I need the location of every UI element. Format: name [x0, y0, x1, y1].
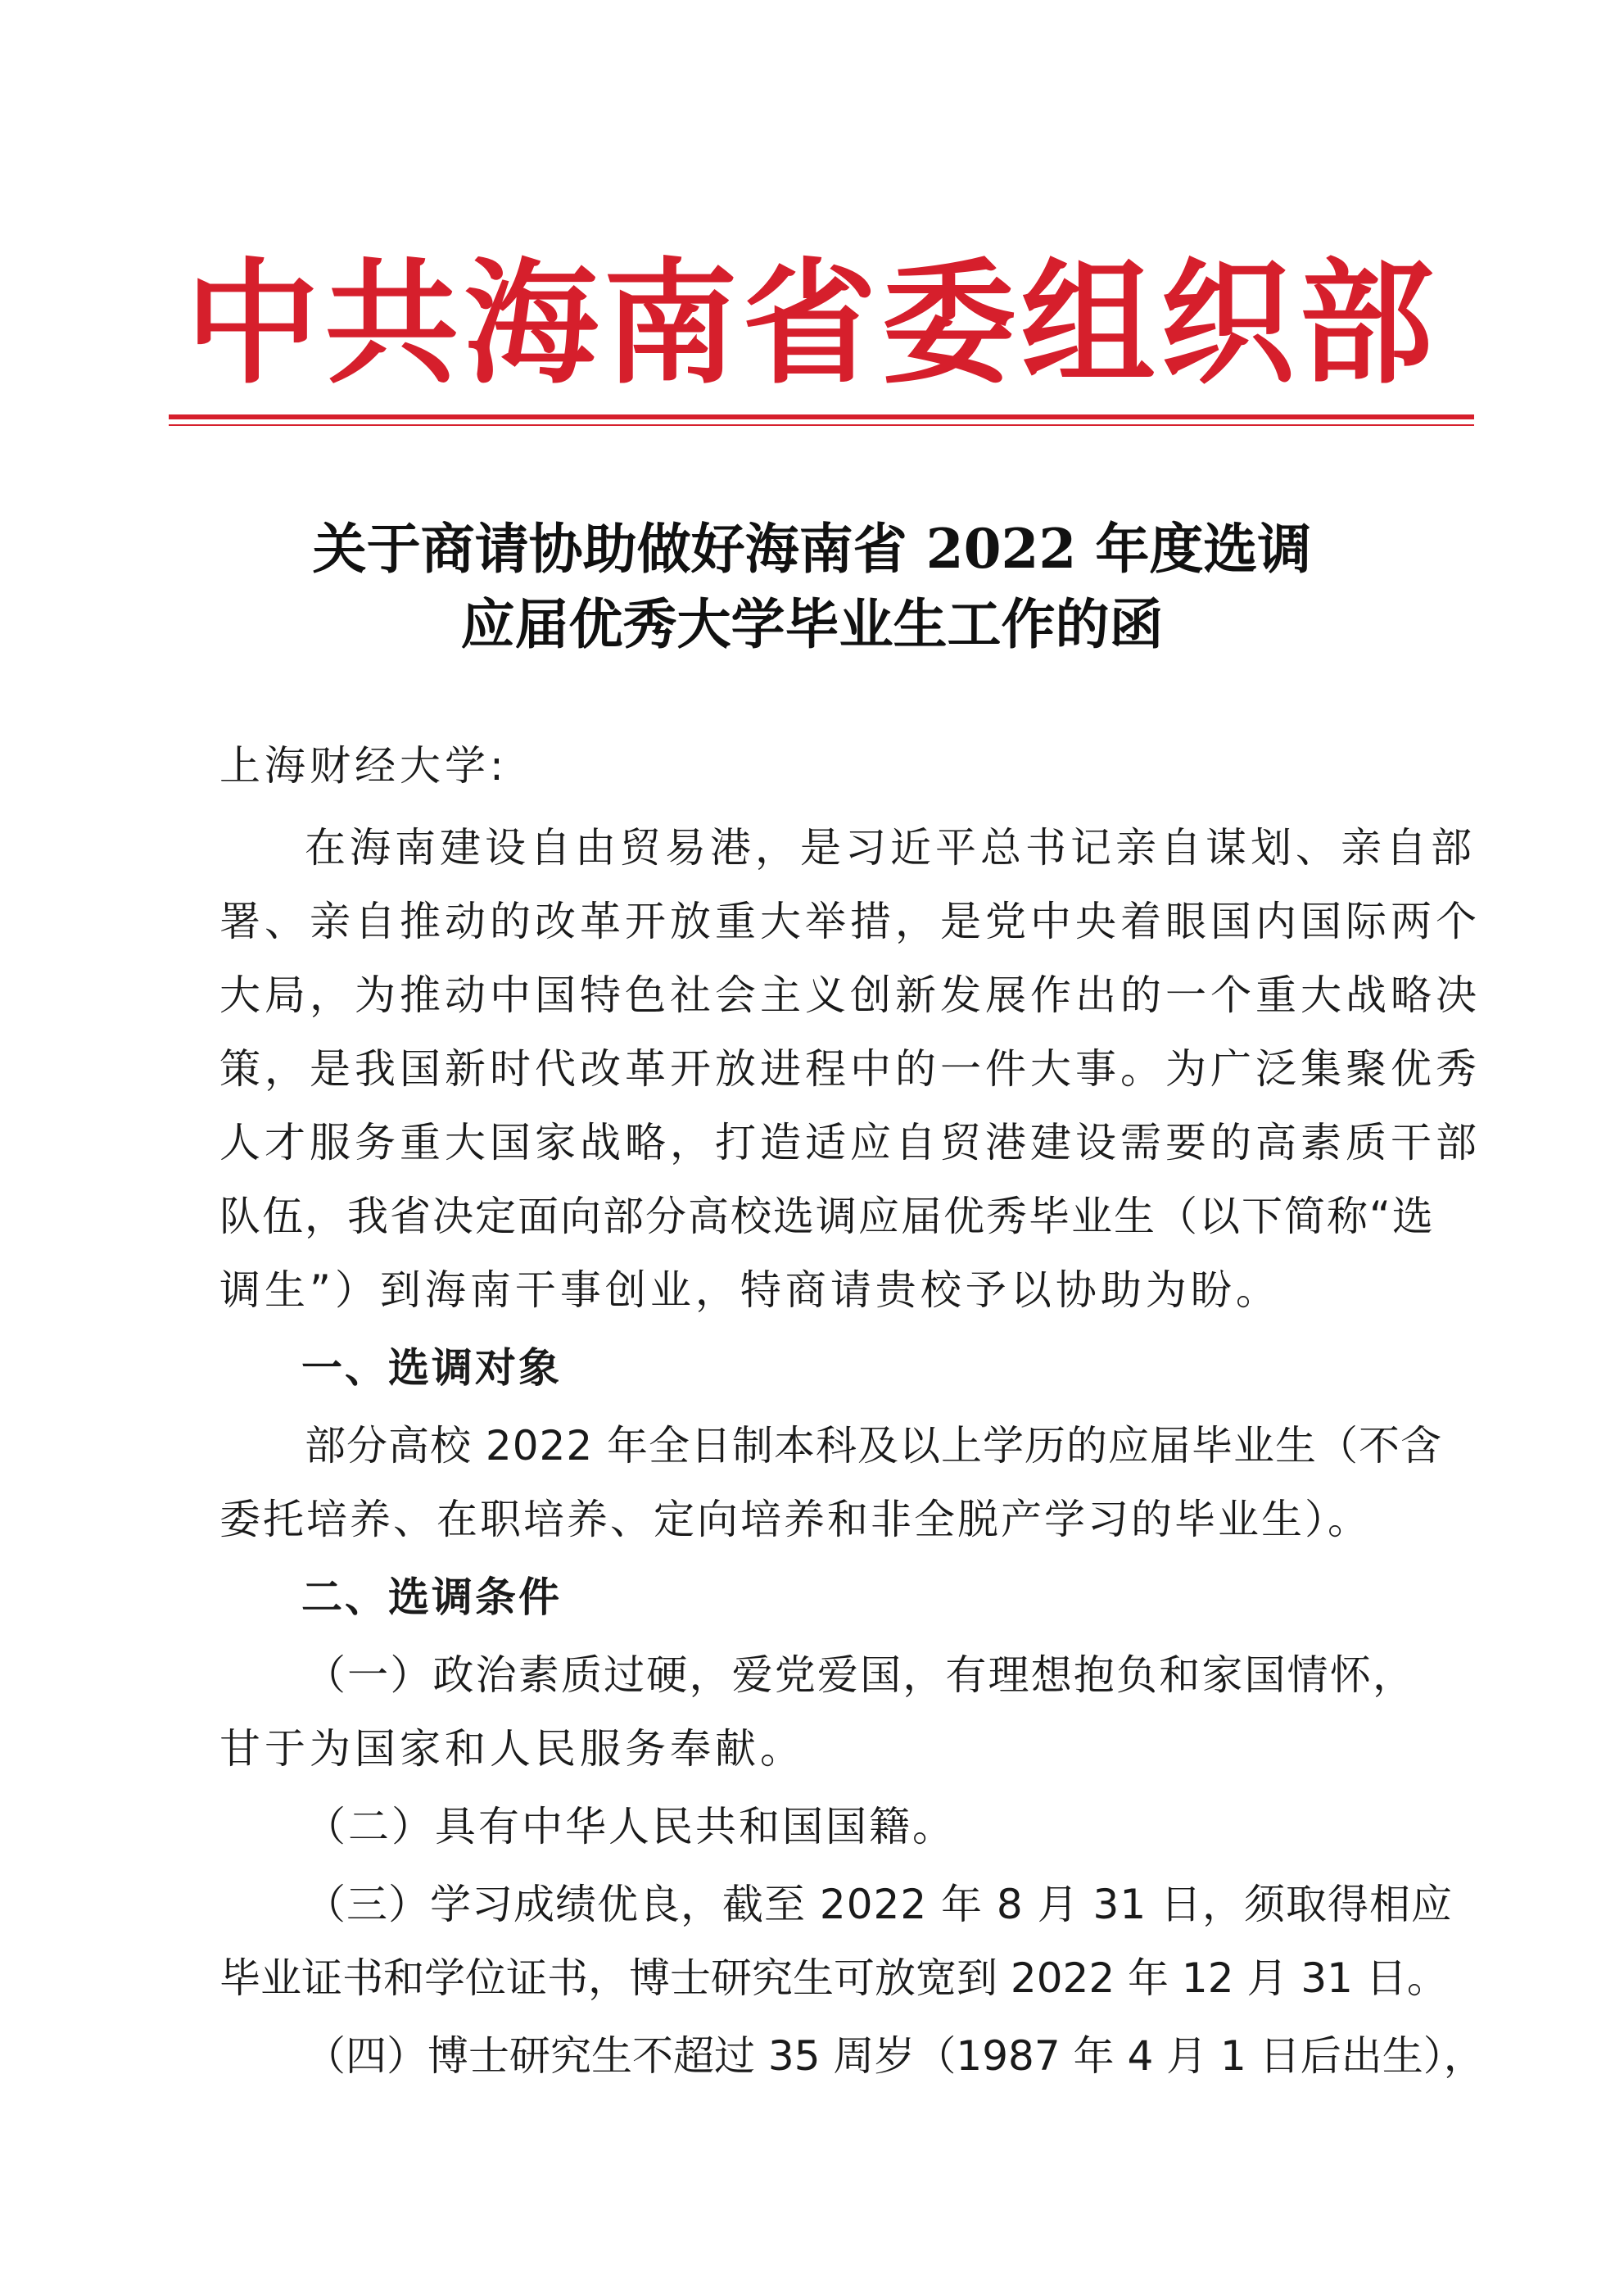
section-2-line: （四）博士研究生不超过 35 周岁（1987 年 4 月 1 日后出生）， [305, 2032, 1485, 2080]
section-2-line: （二）具有中华人民共和国国籍。 [305, 1803, 956, 1850]
document-title-line-2: 应届优秀大学毕业生工作的函 [460, 592, 1164, 656]
letterhead-rule-thick [169, 414, 1474, 419]
intro-line: 署、亲自推动的改革开放重大举措，是党中央着眼国内国际两个 [219, 898, 1481, 945]
intro-line: 队伍，我省决定面向部分高校选调应届优秀毕业生（以下简称“选 [219, 1193, 1435, 1240]
section-2-heading: 二、选调条件 [301, 1574, 562, 1621]
section-1-heading: 一、选调对象 [301, 1344, 562, 1392]
intro-line: 大局，为推动中国特色社会主义创新发展作出的一个重大战略决 [219, 971, 1481, 1019]
section-2-line: 毕业证书和学位证书，博士研究生可放宽到 2022 年 12 月 31 日。 [219, 1954, 1448, 2002]
salutation: 上海财经大学: [219, 742, 508, 790]
letterhead-org-name: 中共海南省委组织部 [185, 244, 1439, 402]
intro-line: 调生”）到海南干事创业，特商请贵校予以协助为盼。 [219, 1266, 1281, 1314]
intro-line: 人才服务重大国家战略，打造适应自贸港建设需要的高素质干部 [219, 1119, 1481, 1166]
section-2-line: （三）学习成绩优良，截至 2022 年 8 月 31 日，须取得相应 [305, 1881, 1454, 1928]
letterhead-rule-thin [169, 424, 1474, 426]
section-1-line: 部分高校 2022 年全日制本科及以上学历的应届毕业生（不含 [305, 1422, 1443, 1470]
section-2-line: （一）政治素质过硬，爱党爱国，有理想抱负和家国情怀， [305, 1651, 1415, 1699]
section-1-line: 委托培养、在职培养、定向培养和非全脱产学习的毕业生）。 [219, 1496, 1371, 1543]
document-title-line-1: 关于商请协助做好海南省 2022 年度选调 [312, 517, 1312, 581]
intro-line: 在海南建设自由贸易港，是习近平总书记亲自谋划、亲自部 [305, 824, 1476, 872]
section-2-line: 甘于为国家和人民服务奉献。 [219, 1725, 805, 1773]
intro-line: 策，是我国新时代改革开放进程中的一件大事。为广泛集聚优秀 [219, 1045, 1481, 1093]
